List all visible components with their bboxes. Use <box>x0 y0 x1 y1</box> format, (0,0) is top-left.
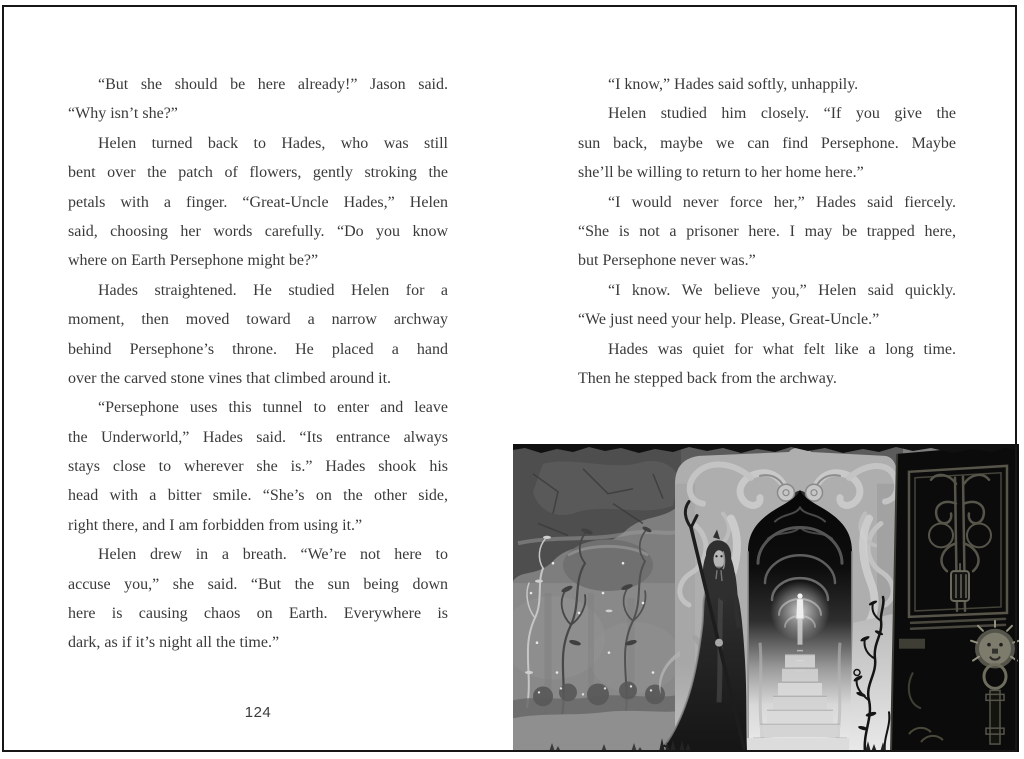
text-line: “Why isn’t she?” <box>68 105 178 123</box>
page-number: 124 <box>244 704 272 721</box>
text-line: petals with a finger. “Great-Uncle Hades,” Helen <box>68 193 448 211</box>
text-line: head with a bitter smile. “She’s on the other side, <box>68 487 448 505</box>
left-page-text <box>68 70 448 658</box>
text-line: bent over the patch of flowers, gently stroking the <box>68 164 448 182</box>
text-line: “I know. We believe you,” Helen said quickly. <box>608 281 956 299</box>
text-line: “I know,” Hades said softly, unhappily. <box>608 76 859 93</box>
text-line: “But she should be here already!” Jason said. <box>98 76 448 93</box>
right-page-text <box>578 70 956 393</box>
text-line: right there, and I am forbidden from using it.” <box>68 516 363 534</box>
text-line: said, choosing her words carefully. “Do you know <box>68 222 448 240</box>
text-line: Helen drew in a breath. “We’re not here to <box>98 546 448 564</box>
archway-illustration <box>513 444 1019 752</box>
text-line: “Persephone uses this tunnel to enter and leave <box>98 399 448 417</box>
text-line: behind Persephone’s throne. He placed a hand <box>68 340 448 358</box>
text-line: but Persephone never was.” <box>578 252 756 270</box>
text-line: where on Earth Persephone might be?” <box>68 252 319 270</box>
text-line: Hades was quiet for what felt like a long time. <box>608 340 956 358</box>
text-line: she’ll be willing to return to her home here.” <box>578 164 864 182</box>
text-line: Helen studied him closely. “If you give the <box>608 105 956 123</box>
text-line: stays close to wherever she is.” Hades shook his <box>68 458 448 476</box>
text-line: here is causing chaos on Earth. Everywhere is <box>68 605 448 623</box>
text-line: over the carved stone vines that climbed around it. <box>68 369 392 387</box>
text-line: Hades straightened. He studied Helen for a <box>98 281 448 299</box>
text-line: Helen turned back to Hades, who was still <box>98 134 448 152</box>
archway-illustration-svg <box>513 444 1019 752</box>
text-line: “She is not a prisoner here. I may be trapped here, <box>578 222 956 240</box>
text-line: “I would never force her,” Hades said fiercely. <box>608 193 956 211</box>
text-line: accuse you,” she said. “But the sun being down <box>68 575 448 593</box>
text-line: Then he stepped back from the archway. <box>578 369 837 387</box>
text-line: the Underworld,” Hades said. “Its entrance always <box>68 428 448 446</box>
text-line: “We just need your help. Please, Great-Uncle.” <box>578 311 880 329</box>
text-line: moment, then moved toward a narrow archway <box>68 311 448 329</box>
text-line: dark, as if it’s night all the time.” <box>68 634 280 652</box>
text-line: sun back, maybe we can find Persephone. Maybe <box>578 134 956 152</box>
